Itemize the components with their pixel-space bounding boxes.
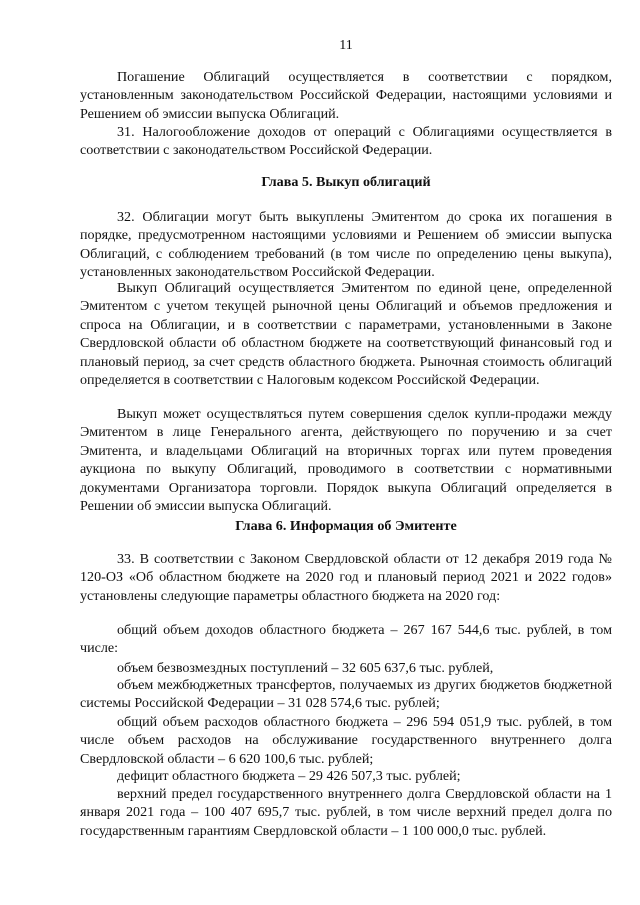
paragraph-interbudget-transfers: объем межбюджетных трансфертов, получаемых из других бюджетов бюджетной системы Российской Федерации – 31 028 574,6 тыс. рублей; [80,677,612,712]
page-number: 11 [339,38,353,53]
paragraph-buyback-procedure: Выкуп может осуществляться путем совершения сделок купли-продажи между Эмитентом в лице Генерального агента, действующего по поручению и за счет Эмитента, и владельцами Облигаций на вторичных торгах или путем проведения аукциона по выкупу Облигаций, проводимого в соответствии с нормативными документами Организатора торговли. Порядок выкупа Облигаций определяется в Решении об эмиссии выпуска Облигаций. [80,406,612,515]
paragraph-31-taxation: 31. Налогообложение доходов от операций с Облигациями осуществляется в соответствии с законодательством Российской Федерации. [80,124,612,159]
paragraph-debt-ceiling: верхний предел государственного внутреннего долга Свердловской области на 1 января 2021 года – 100 407 695,7 тыс. рублей, в том числе верхний предел долга по государственным гарантиям Свердловской области – 1 100 000,0 тыс. рублей. [80,786,612,839]
paragraph-gratuitous-receipts: объем безвозмездных поступлений – 32 605 637,6 тыс. рублей, [117,660,494,676]
chapter-5-title: Глава 5. Выкуп облигаций [261,174,431,190]
paragraph-buyback-price: Выкуп Облигаций осуществляется Эмитентом по единой цене, определенной Эмитентом с учетом текущей рыночной цены Облигаций и объемов предложения и спроса на Облигации, и в соответствии с параметрами, установленными в Законе Свердловской области об областном бюджете на соответствующий финансовый год и плановый период, за счет средств областного бюджета. Рыночная стоимость облигаций определяется в соответствии с Налоговым кодексом Российской Федерации. [80,280,612,389]
paragraph-revenue-total: общий объем доходов областного бюджета – 267 167 544,6 тыс. рублей, в том числе: [80,622,612,657]
chapter-6-title: Глава 6. Информация об Эмитенте [235,518,457,534]
paragraph-32-buyback: 32. Облигации могут быть выкуплены Эмитентом до срока их погашения в порядке, предусмотренном настоящими условиями и Решением об эмиссии выпуска Облигаций, с соблюдением требований (в том числе по определению цены выкупа), установленных законодательством Российской Федерации. [80,209,612,281]
paragraph-expenditure-total: общий объем расходов областного бюджета – 296 594 051,9 тыс. рублей, в том числе объем расходов на обслуживание государственного внутреннего долга Свердловской области – 6 620 100,6 тыс. рублей; [80,714,612,767]
paragraph-33-budget-law: 33. В соответствии с Законом Свердловской области от 12 декабря 2019 года № 120-ОЗ «Об областном бюджете на 2020 год и плановый период 2021 и 2022 годов» установлены следующие параметры областного бюджета на 2020 год: [80,551,612,604]
paragraph-deficit: дефицит областного бюджета – 29 426 507,3 тыс. рублей; [117,768,461,784]
paragraph-redemption: Погашение Облигаций осуществляется в соответствии с порядком, установленным законодательством Российской Федерации, настоящими условиями и Решением об эмиссии выпуска Облигаций. [80,69,612,122]
